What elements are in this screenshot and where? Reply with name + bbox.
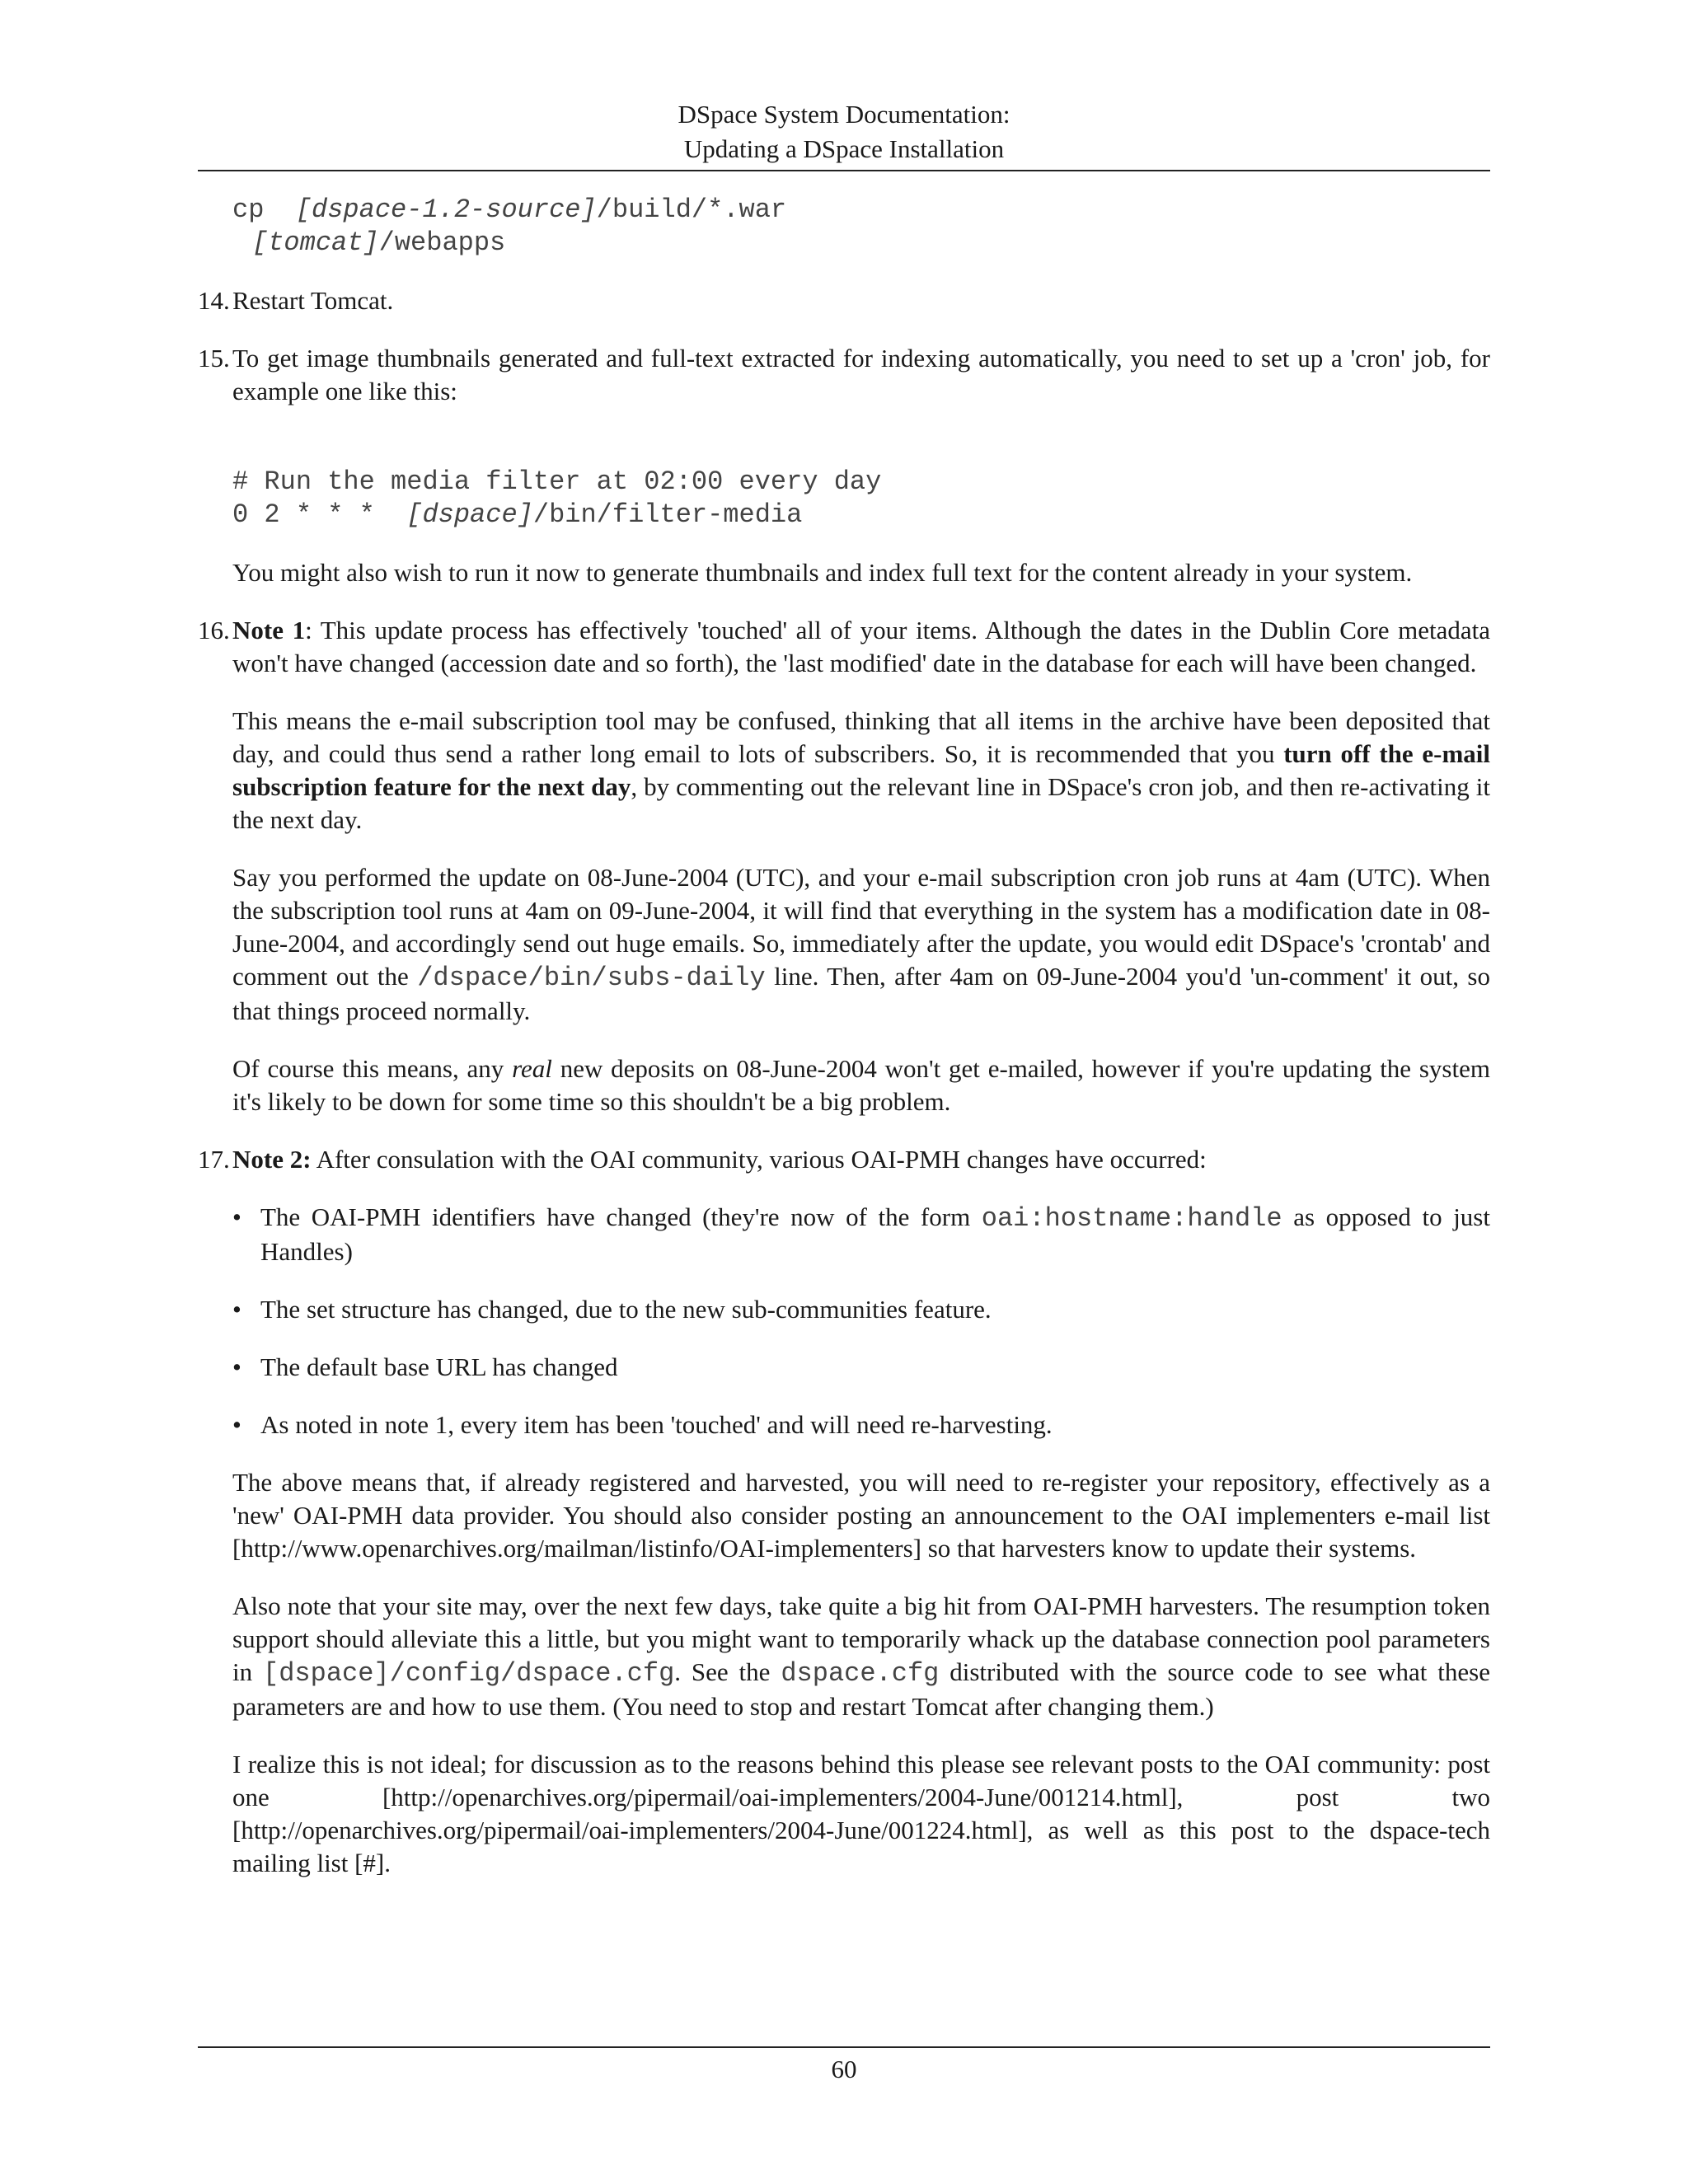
code-src-path: /build/*.war [596, 194, 787, 225]
code-block-cron [232, 466, 1490, 532]
step-number: 16. [198, 616, 230, 644]
note2-paragraph-4: I realize this is not ideal; for discussion as to the reasons behind this please see relevant posts to the OAI community: post one [http://openarchives.org/pipermail/oai-implementers/2004-June/001214.html], post two [http://openarchives.org/pipermail/oai-implementers/2004-June/001224.html], as well as this post to the dspace-tech mailing list [#]. [232, 1750, 1490, 1877]
step-text: To get image thumbnails generated and full-text extracted for indexing automatically, you need to set up a 'cron' job, for example one like this: [232, 344, 1490, 405]
step-text: Restart Tomcat. [232, 286, 394, 315]
step-17 [198, 1143, 1490, 1176]
code-comment: # Run the media filter at 02:00 every day [232, 466, 882, 497]
inline-code-oai-identifier: oai:hostname:handle [981, 1203, 1282, 1234]
step-number: 15. [198, 344, 230, 373]
header-subtitle: Updating a DSpace Installation [683, 134, 1005, 163]
bullet-icon: • [232, 1352, 241, 1381]
code-path: /bin/filter-media [532, 499, 803, 530]
step-15-followup: You might also wish to run it now to generate thumbnails and index full text for the content already in your system. [232, 558, 1413, 587]
code-cmd: cp [232, 194, 265, 225]
list-item: • The OAI-PMH identifiers have changed (they're now of the form oai:hostname:handle as opposed to just Handles) [232, 1202, 1490, 1266]
bold-recommendation: turn off the e-mail subscription feature for the next day [232, 739, 1491, 801]
inline-code-config-file: dspace.cfg [781, 1658, 940, 1689]
step-text: Note 1: This update process has effectively 'touched' all of your items. Although the dates in the Dublin Core metadata won't have changed (accession date and so forth), the 'last modified' date in the database for each will have been changed. [232, 616, 1490, 677]
list-item: • The default base URL has changed [232, 1351, 1490, 1384]
code-block-copy-war [232, 194, 1490, 260]
page-footer [198, 2046, 1490, 2084]
page-number: 60 [831, 2055, 857, 2083]
step-16 [198, 614, 1490, 680]
code-schedule: 0 2 * * * [232, 499, 375, 530]
step-15 [198, 342, 1490, 408]
code-dst-var: [tomcat] [252, 227, 379, 258]
emphasis-real: real [512, 1054, 552, 1083]
note-label: Note 2: [232, 1145, 312, 1174]
step-14 [198, 284, 1490, 317]
code-src-var: [dspace-1.2-source] [295, 194, 597, 225]
step-number: 17. [198, 1145, 230, 1174]
code-dst-path: /webapps [378, 227, 506, 258]
bullet-icon: • [232, 1410, 241, 1439]
inline-code-config-path: [dspace]/config/dspace.cfg [263, 1658, 675, 1689]
note1-paragraph-3: Say you performed the update on 08-June-2004 (UTC), and your e-mail subscription cron job runs at 4am (UTC). When the subscription tool runs at 4am on 09-June-2004, it will find that everything in the system has a modification date in 08-June-2004, and accordingly send out huge emails. So, immediately after the update, you would edit DSpace's 'crontab' and comment out the /dspace/bin/subs-daily line. Then, after 4am on 09-June-2004 you'd 'un-comment' it out, so that things proceed normally. [232, 863, 1490, 1025]
note2-paragraph-3: Also note that your site may, over the next few days, take quite a big hit from OAI-PMH harvesters. The resumption token support should alleviate this a little, but you might want to temporarily whack up the database connection pool parameters in [dspace]/config/dspace.cfg. See the dspace.cfg distributed with the source code to see what these parameters are and how to use them. (You need to stop and restart Tomcat after changing them.) [232, 1591, 1490, 1721]
bullet-icon: • [232, 1295, 241, 1324]
header-title: DSpace System Documentation: [678, 100, 1010, 129]
running-header [198, 97, 1490, 171]
bullet-icon: • [232, 1202, 241, 1231]
inline-code-subs-daily: /dspace/bin/subs-daily [417, 963, 766, 993]
list-item: • As noted in note 1, every item has been 'touched' and will need re-harvesting. [232, 1408, 1490, 1441]
note1-paragraph-2: This means the e-mail subscription tool may be confused, thinking that all items in the archive have been deposited that day, and could thus send a rather long email to lots of subscribers. So, it is recommended that you turn off the e-mail subscription feature for the next day, by commenting out the relevant line in DSpace's cron job, and then re-activating it the next day. [232, 706, 1491, 834]
page-body [198, 194, 1490, 1880]
oai-changes-list [232, 1201, 1490, 1441]
step-number: 14. [198, 286, 230, 315]
list-item: • The set structure has changed, due to the new sub-communities feature. [232, 1293, 1490, 1326]
note-label: Note 1 [232, 616, 306, 644]
step-text: Note 2: After consulation with the OAI community, various OAI-PMH changes have occurred: [232, 1145, 1207, 1174]
note2-paragraph-2: The above means that, if already registered and harvested, you will need to re-register your repository, effectively as a 'new' OAI-PMH data provider. You should also consider posting an announcement to the OAI implementers e-mail list [http://www.openarchives.org/mailman/listinfo/OAI-implementers] so that harvesters know to update their systems. [232, 1468, 1490, 1563]
code-var: [dspace] [406, 499, 533, 530]
note1-paragraph-4: Of course this means, any real new deposits on 08-June-2004 won't get e-mailed, however if you're updating the system it's likely to be down for some time so this shouldn't be a big problem. [232, 1054, 1490, 1116]
